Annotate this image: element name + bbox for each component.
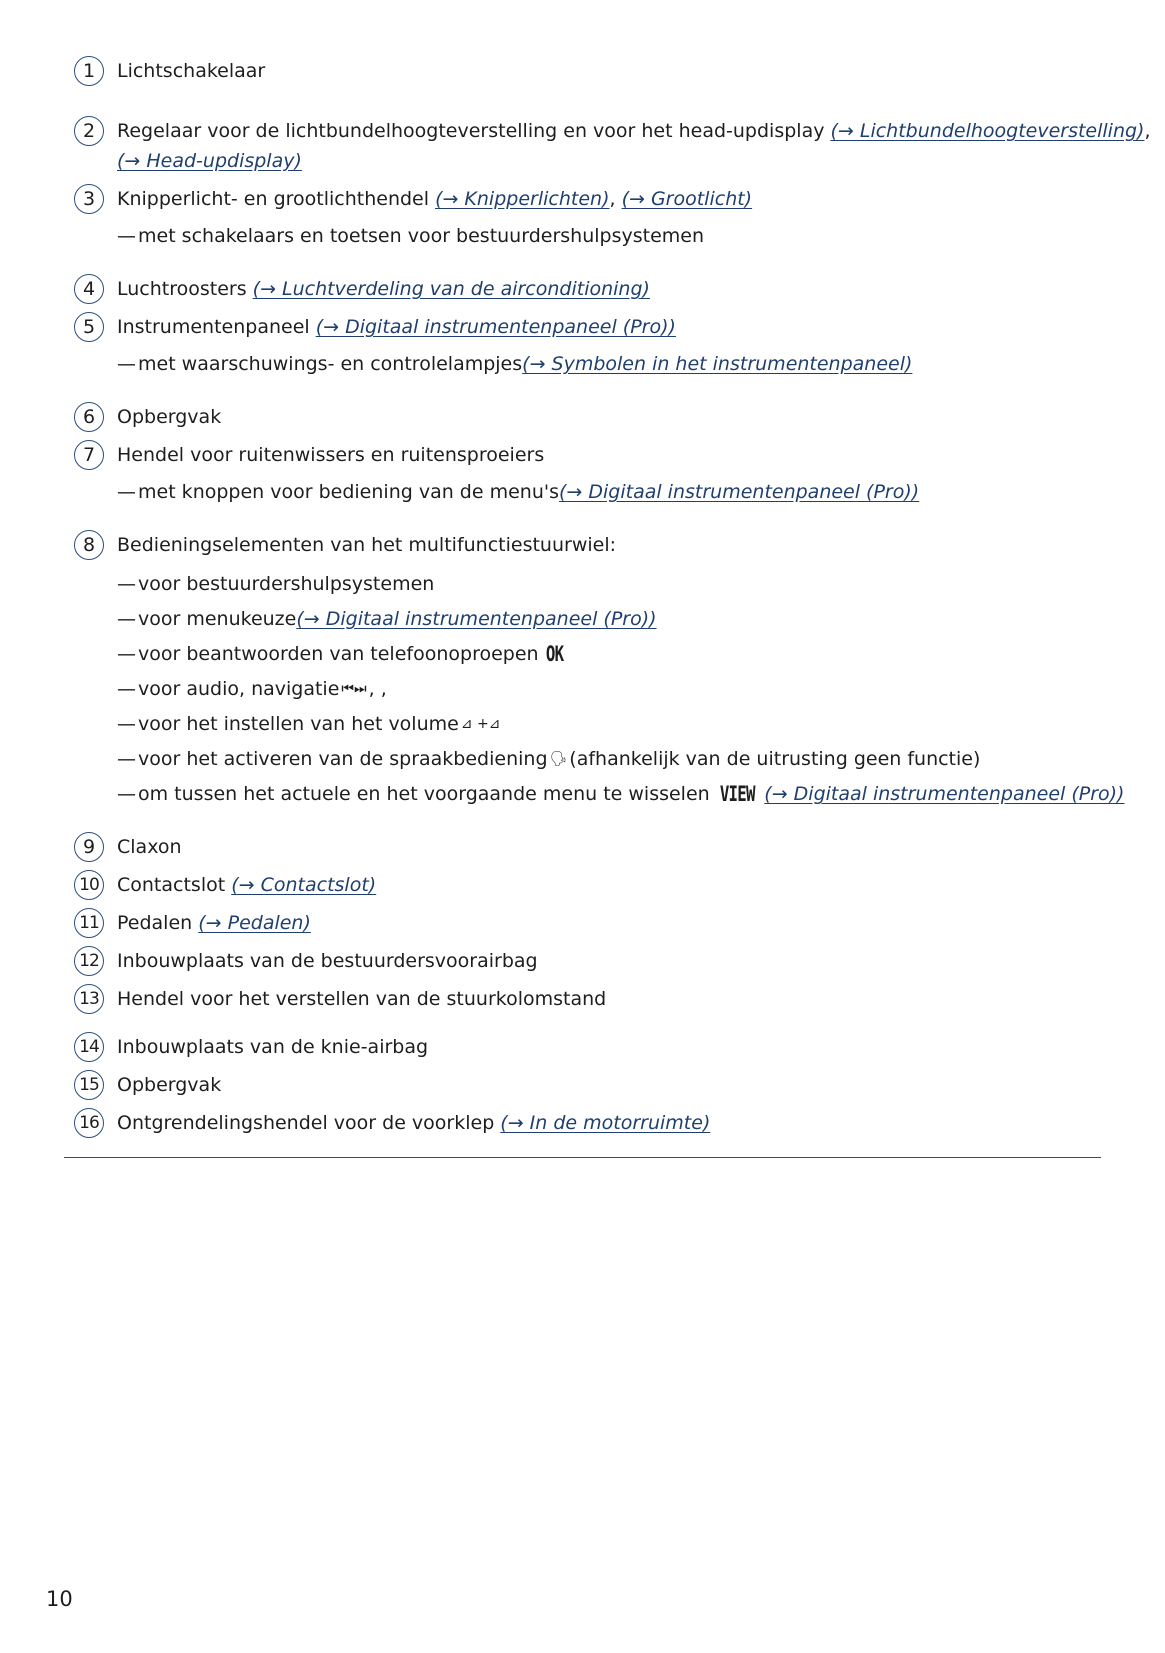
item-number-badge: 3 [74,184,104,214]
list-item [74,272,650,306]
cross-reference-link[interactable]: (→ Digitaal instrumentenpaneel (Pro)) [559,481,920,503]
item-number-badge: 2 [74,116,104,146]
item-number-badge: 11 [74,908,104,938]
cross-reference-link[interactable]: (→ Luchtverdeling van de airconditioning) [252,278,650,300]
cross-reference-link[interactable]: (→ Head-updisplay) [117,150,302,172]
cross-reference-link[interactable]: (→ Contactslot) [231,874,377,896]
list-item [74,54,265,88]
page-number: 10 [46,1587,73,1611]
item-number-badge: 16 [74,1108,104,1138]
item-text: Instrumentenpaneel [117,316,316,338]
sub-item: — voor audio, navigatie ⏮⏭ , , [117,678,387,700]
item-number-badge: 9 [74,832,104,862]
cross-reference-link[interactable]: (→ Lichtbundelhoogteverstelling) [830,120,1145,142]
cross-reference-link[interactable]: (→ Symbolen in het instrumentenpaneel) [522,353,913,375]
item-text: Claxon [117,836,182,858]
item-number-badge: 5 [74,312,104,342]
sub-item: — voor het activeren van de spraakbediening 🗣 (afhankelijk van de uitrusting geen functie) [117,748,981,770]
item-number-badge: 6 [74,402,104,432]
item-text: Opbergvak [117,406,222,428]
voice-control-icon: 🗣 [549,751,568,767]
list-item [74,310,676,344]
item-text: Luchtroosters [117,278,253,300]
item-text: Hendel voor ruitenwissers en ruitensproeiers [117,444,545,466]
item-text: Regelaar voor de lichtbundelhoogteverstelling en voor het head-updisplay [117,120,831,142]
item-text: Pedalen [117,912,199,934]
list-item [74,528,616,562]
list-item [74,1106,710,1140]
list-item [74,1030,428,1064]
item-text: Ontgrendelingshendel voor de voorklep [117,1112,501,1134]
volume-icon: ⊿ +⊿ [460,716,501,732]
list-item [74,906,311,940]
list-item: 3 Knipperlicht- en grootlichthendel (→ Knipperlichten), (→ Grootlicht) [74,182,752,216]
sub-item: — voor bestuurdershulpsystemen [117,573,435,595]
skip-track-icon: ⏮⏭ [341,681,367,697]
item-number-badge: 10 [74,870,104,900]
list-item [74,944,538,978]
cross-reference-link[interactable]: (→ Grootlicht) [621,188,753,210]
item-number-badge: 12 [74,946,104,976]
list-item [74,438,544,472]
item-number-badge: 8 [74,530,104,560]
list-item [74,982,606,1016]
item-text: Contactslot [117,874,232,896]
ok-button-icon: OK [545,642,563,666]
cross-reference-link[interactable]: (→ Pedalen) [198,912,311,934]
cross-reference-link[interactable]: (→ Digitaal instrumentenpaneel (Pro)) [296,608,657,630]
item-text: Inbouwplaats van de bestuurdersvoorairbag [117,950,538,972]
sub-item: — met waarschuwings- en controlelampjes (→ Symbolen in het instrumentenpaneel) [117,353,913,375]
item-text: Bedieningselementen van het multifunctiestuurwiel: [117,534,617,556]
view-button-icon: VIEW [719,782,755,806]
item-number-badge: 15 [74,1070,104,1100]
cross-reference-link[interactable]: (→ Digitaal instrumentenpaneel (Pro)) [315,316,676,338]
list-item [74,830,182,864]
item-text: Opbergvak [117,1074,222,1096]
list-item: 2 Regelaar voor de lichtbundelhoogteverstelling en voor het head-updisplay (→ Lichtbundelhoogteverstelling), [74,114,1151,148]
item-text: Inbouwplaats van de knie-airbag [117,1036,429,1058]
sub-item: — voor het instellen van het volume ⊿ +⊿ [117,713,501,735]
item-number-badge: 14 [74,1032,104,1062]
sub-item: — om tussen het actuele en het voorgaande menu te wisselen VIEW (→ Digitaal instrumentenpaneel (Pro)) [117,782,1125,806]
item-text: Lichtschakelaar [117,60,266,82]
list-item [74,1068,221,1102]
cross-reference-link[interactable]: (→ Digitaal instrumentenpaneel (Pro)) [764,783,1125,805]
cross-reference-link[interactable]: (→ Knipperlichten) [435,188,610,210]
item-number-badge: 7 [74,440,104,470]
item-number-badge: 13 [74,984,104,1014]
sub-item: — voor beantwoorden van telefoonoproepen OK [117,642,563,666]
list-item [74,400,221,434]
cross-reference-link[interactable]: (→ In de motorruimte) [500,1112,711,1134]
sub-item: — voor menukeuze (→ Digitaal instrumentenpaneel (Pro)) [117,608,657,630]
item-text: Knipperlicht- en grootlichthendel [117,188,436,210]
item-number-badge: 1 [74,56,104,86]
item-text: Hendel voor het verstellen van de stuurkolomstand [117,988,607,1010]
sub-item: — met knoppen voor bediening van de menu's (→ Digitaal instrumentenpaneel (Pro)) [117,481,920,503]
list-item [74,868,376,902]
item-number-badge: 4 [74,274,104,304]
section-divider [64,1157,1101,1158]
sub-item: — met schakelaars en toetsen voor bestuurdershulpsystemen [117,225,705,247]
